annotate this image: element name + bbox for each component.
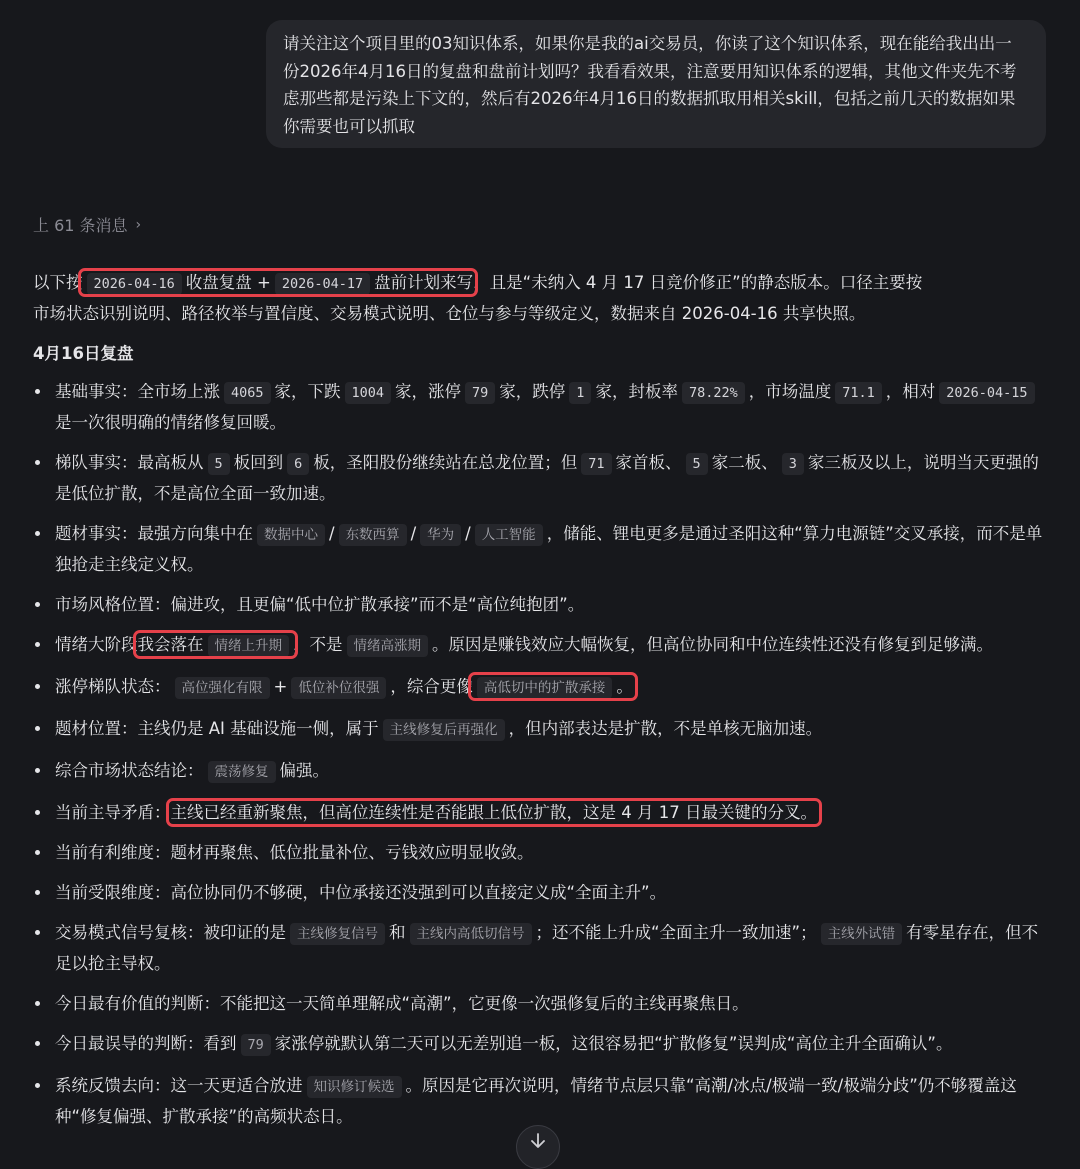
inline-code: 数据中心 (257, 524, 325, 546)
inline-code: 知识修订候选 (307, 1076, 402, 1098)
inline-code: 71 (581, 453, 611, 475)
bullet-text: 家，封板率 (595, 382, 678, 401)
highlight-contradiction: 主线已经重新聚焦，但高位连续性是否能跟上低位扩散，这是 4 月 17 日最关键的分叉。 (170, 803, 817, 822)
bullet-text: 家，跌停 (499, 382, 566, 401)
bullet-text: ，储能、锂电更多是通过圣阳这种“算力电源链”交叉承接，而不是单独抢走主线定义权。 (55, 524, 1043, 574)
inline-code: 3 (782, 453, 804, 475)
bullet-text: 家，涨停 (395, 382, 462, 401)
user-message-text: 请关注这个项目里的03知识体系，如果你是我的ai交易员，你读了这个知识体系，现在能给我出出一份2026年4月16日的复盘和盘前计划吗？我看看效果，注意要用知识体系的逻辑，其他文件夹先不考虑那些都是污染上下文的，然后有2026年4月16日的数据抓取用相关skill，包括之前几天的数据如果你需要也可以抓取 (283, 34, 1017, 136)
bullet-text: 和 (389, 923, 406, 942)
bullet-text: 题材事实：最强方向集中在 (55, 524, 253, 543)
bullet-ladder-facts (33, 448, 1048, 508)
previous-messages-label: 上 61 条消息 (33, 216, 128, 235)
chevron-right-icon: › (135, 216, 142, 233)
inline-code: 主线内高低切信号 (410, 923, 532, 945)
inline-code: 主线修复信号 (290, 923, 385, 945)
bullet-text: 家三板及以上，说明当天更强的是低位扩散，不是高位全面一致加速。 (55, 453, 1039, 503)
bullet-text: ，但内部表达是扩散，不是单核无脑加速。 (508, 719, 823, 738)
inline-code: 高位强化有限 (175, 677, 270, 699)
bullet-text: 综合市场状态结论： (55, 761, 204, 780)
inline-code: 情绪上升期 (208, 635, 290, 657)
intro-text: ，且是“未纳入 4 月 17 日竞价修正”的静态版本。口径主要按 (473, 273, 923, 292)
bullet-text: 偏强。 (279, 761, 329, 780)
bullet-text: 。 (616, 677, 633, 696)
bullet-text: 情绪大阶段 (55, 635, 138, 654)
inline-code: 71.1 (835, 382, 882, 404)
bullet-market-conclusion (33, 756, 1048, 787)
bullet-most-valuable (33, 989, 1048, 1018)
bullet-text: 是一次很明确的情绪修复回暖。 (55, 413, 286, 432)
intro-text: 市场状态识别说明、路径枚举与置信度、交易模式说明、仓位与参与等级定义，数据来自 2026-04-16 共享快照。 (33, 304, 866, 323)
highlight-ladder (473, 677, 633, 696)
inline-code: 79 (465, 382, 495, 404)
inline-code: 低位补位很强 (291, 677, 386, 699)
arrow-down-icon (528, 1131, 548, 1151)
bullet-text: ；还不能上升成“全面主升一致加速”； (535, 923, 817, 942)
inline-code: 高低切中的扩散承接 (477, 677, 613, 699)
bullet-text: 我会落在 (137, 635, 204, 654)
bullet-text: 当前主导矛盾： (55, 803, 171, 822)
intro-text: 盘前计划来写 (374, 273, 474, 292)
bullet-text: 当前受限维度：高位协同仍不够硬，中位承接还没强到可以直接定义成“全面主升”。 (55, 883, 667, 902)
bullet-most-misleading (33, 1029, 1048, 1060)
bullet-text: 家，下跌 (274, 382, 341, 401)
bullet-text: 今日最有价值的判断：不能把这一天简单理解成“高潮”，它更像一次强修复后的主线再聚焦日。 (55, 994, 749, 1013)
bullet-text: 市场风格位置：偏进攻，且更偏“低中位扩散承接”而不是“高位纯抱团”。 (55, 595, 585, 614)
bullet-text: ，相对 (885, 382, 936, 401)
bullet-favorable (33, 838, 1048, 867)
inline-code: 主线外试错 (821, 923, 903, 945)
inline-code: 人工智能 (475, 524, 543, 546)
inline-code: 5 (208, 453, 230, 475)
bullet-text: 交易模式信号复核：被印证的是 (55, 923, 286, 942)
intro-paragraph (33, 268, 1043, 328)
bullet-text: 。原因是它再次说明，情绪节点层只靠“高潮/冰点/极端一致/极端分歧”仍不够覆盖这种“修复偏强、扩散承接”的高频状态日。 (55, 1076, 1017, 1126)
bullet-text: 家二板、 (711, 453, 778, 472)
bullet-market-style (33, 590, 1048, 619)
bullet-system-feedback (33, 1071, 1048, 1131)
inline-code: 79 (241, 1034, 271, 1056)
bullet-text: 家涨停就默认第二天可以无差别追一板，这很容易把“扩散修复”误判成“高位主升全面确认”。 (274, 1034, 953, 1053)
previous-messages-link[interactable] (33, 213, 141, 236)
separator: / (465, 524, 471, 543)
intro-text: 以下按 (33, 273, 83, 292)
bullet-text: ，不是 (293, 635, 343, 654)
inline-code: 主线修复后再强化 (383, 719, 505, 741)
inline-code: 华为 (420, 524, 461, 546)
date-code: 2026-04-16 (87, 273, 182, 295)
separator: / (410, 524, 417, 543)
bullet-text: 板，圣阳股份继续站在总龙位置；但 (313, 453, 578, 472)
bullet-theme-position (33, 714, 1048, 745)
inline-code: 6 (287, 453, 309, 475)
inline-code: 2026-04-15 (939, 382, 1034, 404)
bullet-text: + (273, 677, 288, 696)
user-message-bubble (266, 20, 1046, 148)
bullet-text: ，综合更像 (390, 677, 473, 696)
bullet-text: 基础事实：全市场上涨 (55, 382, 220, 401)
bullet-sentiment-stage (33, 630, 1048, 661)
highlight-title-range (83, 273, 474, 292)
bullet-main-contradiction (33, 798, 1048, 827)
section-title: 4月16日复盘 (33, 344, 134, 363)
highlight-sentiment (138, 635, 294, 654)
bullet-text: 。原因是赚钱效应大幅恢复，但高位协同和中位连续性还没有修复到足够满。 (432, 635, 993, 654)
inline-code: 5 (686, 453, 708, 475)
bullet-text: 当前有利维度：题材再聚焦、低位批量补位、亏钱效应明显收敛。 (55, 843, 534, 862)
bullet-text: 板回到 (233, 453, 284, 472)
bullet-signal-review (33, 918, 1048, 978)
inline-code: 震荡修复 (208, 761, 276, 783)
bullet-text: 题材位置：主线仍是 AI 基础设施一侧，属于 (55, 719, 379, 738)
bullet-limited (33, 878, 1048, 907)
inline-code: 1 (569, 382, 591, 404)
bullet-text: 系统反馈去向：这一天更适合放进 (55, 1076, 303, 1095)
scroll-to-bottom-button[interactable] (516, 1125, 560, 1169)
date-code: 2026-04-17 (275, 273, 370, 295)
review-bullet-list (33, 377, 1048, 1142)
bullet-text: 梯队事实：最高板从 (55, 453, 204, 472)
bullet-text: 涨停梯队状态： (55, 677, 171, 696)
inline-code: 78.22% (682, 382, 745, 404)
bullet-theme-facts (33, 519, 1048, 579)
bullet-ladder-state (33, 672, 1048, 703)
bullet-basic-facts (33, 377, 1048, 437)
inline-code: 东数西算 (339, 524, 407, 546)
separator: / (329, 524, 335, 543)
inline-code: 1004 (345, 382, 392, 404)
inline-code: 4065 (224, 382, 271, 404)
inline-code: 情绪高涨期 (347, 635, 429, 657)
intro-text: 收盘复盘 + (185, 273, 271, 292)
bullet-text: 今日最误导的判断：看到 (55, 1034, 237, 1053)
bullet-text: 家首板、 (615, 453, 682, 472)
bullet-text: 有零星存在，但不足以抢主导权。 (55, 923, 1039, 973)
bullet-text: ，市场温度 (748, 382, 832, 401)
